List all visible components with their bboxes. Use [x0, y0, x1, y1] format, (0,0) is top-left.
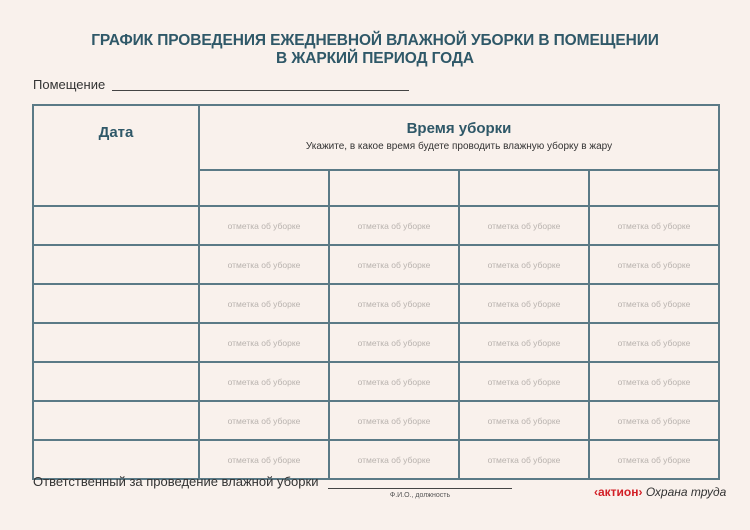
cleaning-mark-cell[interactable]: отметка об уборке: [329, 362, 459, 401]
cleaning-mark-cell[interactable]: отметка об уборке: [459, 440, 589, 479]
cleaning-mark-cell[interactable]: отметка об уборке: [589, 323, 719, 362]
cleaning-mark-cell[interactable]: отметка об уборке: [459, 362, 589, 401]
table-row: [33, 284, 719, 323]
logo-product: Охрана труда: [642, 485, 727, 499]
time-header-hint: Укажите, в какое время будете проводить влажную уборку в жару: [305, 140, 613, 152]
cleaning-mark-cell[interactable]: отметка об уборке: [199, 362, 329, 401]
date-cell[interactable]: [33, 401, 199, 440]
title-line-1: ГРАФИК ПРОВЕДЕНИЯ ЕЖЕДНЕВНОЙ ВЛАЖНОЙ УБОРКИ В ПОМЕЩЕНИИ: [91, 32, 659, 49]
date-cell[interactable]: [33, 323, 199, 362]
logo: [594, 485, 726, 499]
room-label: Помещение: [33, 77, 106, 92]
date-cell[interactable]: [33, 245, 199, 284]
cleaning-mark-cell[interactable]: отметка об уборке: [589, 362, 719, 401]
room-input-line[interactable]: [112, 90, 409, 91]
cleaning-mark-cell[interactable]: отметка об уборке: [329, 206, 459, 245]
cleaning-mark-cell[interactable]: отметка об уборке: [199, 323, 329, 362]
cleaning-mark-cell[interactable]: отметка об уборке: [589, 440, 719, 479]
logo-brand: ‹актион›: [594, 485, 643, 499]
time-slot-cell[interactable]: [589, 170, 719, 206]
responsible-input-line[interactable]: [328, 488, 512, 489]
table-row: [33, 362, 719, 401]
cleaning-mark-cell[interactable]: отметка об уборке: [199, 245, 329, 284]
cleaning-mark-cell[interactable]: отметка об уборке: [199, 206, 329, 245]
cleaning-mark-cell[interactable]: отметка об уборке: [329, 284, 459, 323]
date-cell[interactable]: [33, 284, 199, 323]
table-row: [33, 401, 719, 440]
page-title: [0, 32, 750, 68]
time-header-title: Время уборки: [406, 119, 512, 137]
time-slot-cell[interactable]: [199, 170, 329, 206]
cleaning-mark-cell[interactable]: отметка об уборке: [459, 323, 589, 362]
table-row: [33, 206, 719, 245]
schedule-table: [32, 104, 720, 480]
time-column-header: [199, 105, 719, 170]
time-slot-cell[interactable]: [459, 170, 589, 206]
table-row: [33, 245, 719, 284]
cleaning-mark-cell[interactable]: отметка об уборке: [329, 401, 459, 440]
responsible-caption: Ф.И.О., должность: [389, 492, 451, 499]
time-slot-cell[interactable]: [329, 170, 459, 206]
cleaning-mark-cell[interactable]: отметка об уборке: [329, 245, 459, 284]
cleaning-mark-cell[interactable]: отметка об уборке: [199, 440, 329, 479]
cleaning-mark-cell[interactable]: отметка об уборке: [329, 323, 459, 362]
cleaning-mark-cell[interactable]: отметка об уборке: [459, 206, 589, 245]
cleaning-mark-cell[interactable]: отметка об уборке: [459, 245, 589, 284]
table-row: [33, 323, 719, 362]
date-cell[interactable]: [33, 206, 199, 245]
date-cell[interactable]: [33, 362, 199, 401]
title-line-2: В ЖАРКИЙ ПЕРИОД ГОДА: [276, 50, 474, 67]
cleaning-mark-cell[interactable]: отметка об уборке: [589, 245, 719, 284]
cleaning-mark-cell[interactable]: отметка об уборке: [459, 401, 589, 440]
cleaning-mark-cell[interactable]: отметка об уборке: [589, 401, 719, 440]
cleaning-mark-cell[interactable]: отметка об уборке: [199, 401, 329, 440]
cleaning-mark-cell[interactable]: отметка об уборке: [459, 284, 589, 323]
cleaning-mark-cell[interactable]: отметка об уборке: [589, 284, 719, 323]
cleaning-mark-cell[interactable]: отметка об уборке: [199, 284, 329, 323]
responsible-label: Ответственный за проведение влажной уборки: [33, 474, 319, 489]
cleaning-mark-cell[interactable]: отметка об уборке: [589, 206, 719, 245]
date-column-header: Дата: [33, 105, 199, 206]
cleaning-mark-cell[interactable]: отметка об уборке: [329, 440, 459, 479]
